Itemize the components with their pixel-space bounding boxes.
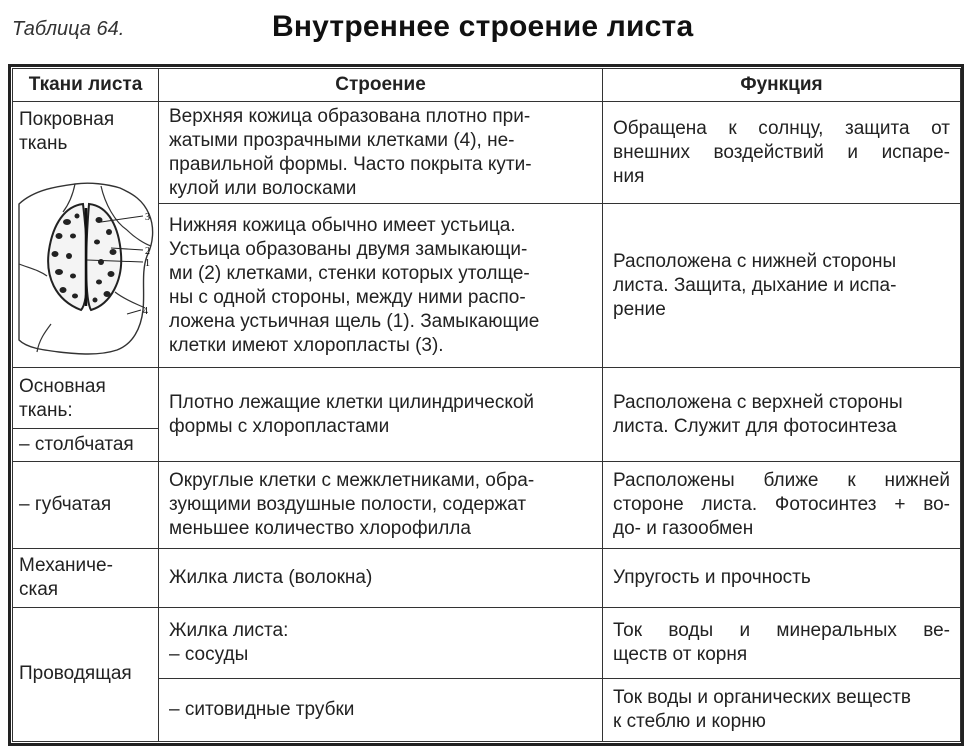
cell-structure-sieve-tubes [159,678,603,741]
cell-structure-stolbchataya [159,368,603,461]
text-line: Округлые клетки с межклетниками, обра- [169,469,535,491]
text-line: Ток воды и минеральных ве- [613,619,950,641]
text-line: рение [613,298,666,320]
header-function: Функция [603,69,961,102]
tissue-label-line: ская [19,579,59,600]
text-line: ми (2) клетками, стенки которых утолще- [169,262,530,284]
header-tissues: Ткани листа [13,69,159,102]
text-line: к стеблю и корню [613,710,766,732]
tissue-label-line: Проводящая [19,663,132,685]
text-line: клетки имеют хлоропласты (3). [169,334,444,356]
cell-structure-gubchataya [159,461,603,548]
text-line: Обращена к солнцу, защита от [613,117,950,139]
text-line: – ситовидные трубки [169,698,355,720]
text-line: Плотно лежащие клетки цилиндрической [169,391,535,413]
text-line: формы с хлоропластами [169,415,390,437]
diagram-label-1: 1 [145,258,150,270]
cell-function-vessels [603,607,961,678]
cell-structure-lower-epidermis [159,203,603,367]
table-caption: Таблица 64. [12,18,125,40]
text-line: Расположены ближе к нижней [613,469,950,491]
text-line: ществ от корня [613,643,748,665]
cell-function-stolbchataya [603,368,961,461]
cell-tissue-gubchataya [13,461,159,548]
table-row [13,461,961,548]
diagram-label-3: 3 [145,212,150,224]
text-line: Расположена с нижней стороны [613,250,897,272]
text-line: ложена устьичная щель (1). Замыкающие [169,310,540,332]
cell-tissue-provodyashchaya [13,607,159,741]
cell-tissue-mekhanicheskaya [13,549,159,608]
text-line: Жилка листа: [169,619,289,641]
text-line: листа. Защита, дыхание и испа- [613,274,897,296]
text-line: Верхняя кожица образована плотно при- [169,105,531,127]
cell-tissue-pokrovnaya [13,102,159,368]
text-line: до- и газообмен [613,517,754,539]
text-line: жатыми прозрачными клетками (4), не- [169,129,515,151]
cell-structure-vessels [159,607,603,678]
text-line: кулой или волосками [169,177,357,199]
cell-function-mekhanicheskaya [603,549,961,608]
text-line: зующими воздушные полости, содержат [169,493,527,515]
text-line: Упругость и прочность [613,567,811,588]
text-line: ния [613,165,645,187]
tissue-label-line: – столбчатая [19,434,134,456]
leaf-structure-table [12,68,961,742]
text-line: стороне листа. Фотосинтез + во- [613,493,950,515]
text-line: меньшее количество хлорофилла [169,517,471,539]
cell-structure-mekhanicheskaya [159,549,603,608]
cell-function-gubchataya [603,461,961,548]
diagram-label-2: 2 [145,246,150,258]
cell-tissue-stolbchataya [13,429,159,461]
tissue-label-line: ткань [19,133,68,155]
tissue-label-line: – губчатая [19,493,112,515]
table-row [13,102,961,204]
tissue-label-line: Покровная [19,109,115,131]
cell-function-upper-epidermis [603,102,961,204]
cell-structure-upper-epidermis [159,102,603,204]
cell-function-sieve-tubes [603,678,961,741]
text-line: Устьица образованы двумя замыкающи- [169,238,528,260]
page-title: Внутреннее строение листа [272,10,694,43]
cell-tissue-osnovnaya [13,368,159,429]
text-line: Ток воды и органических веществ [613,686,911,708]
text-line: правильной формы. Часто покрыта кути- [169,153,532,175]
text-line: внешних воздействий и испаре- [613,141,950,163]
text-line: листа. Служит для фотосинтеза [613,415,897,437]
text-line: Расположена с верхней стороны [613,391,903,413]
tissue-label-line: ткань: [19,400,73,422]
cell-function-lower-epidermis [603,203,961,367]
text-line: Нижняя кожица обычно имеет устьица. [169,214,516,236]
text-line: ны с одной стороны, между ними распо- [169,286,526,308]
table-row [13,549,961,608]
tissue-label-line: Механиче- [19,555,113,576]
stomata-diagram-image [15,164,157,360]
header-structure: Строение [159,69,603,102]
table-row [13,607,961,678]
header-row [13,69,961,102]
table-row [13,368,961,429]
tissue-label-line: Основная [19,376,106,398]
text-line: – сосуды [169,643,249,665]
text-line: Жилка листа (волокна) [169,567,373,588]
diagram-label-4: 4 [143,306,148,318]
